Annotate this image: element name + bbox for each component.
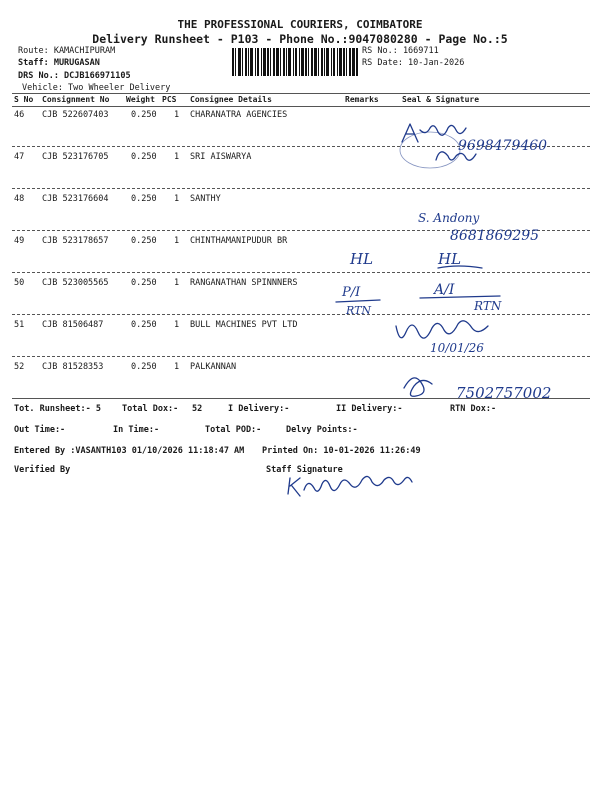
- handwritten-seal-note: HL: [438, 250, 462, 268]
- header-top-rule: [12, 93, 590, 94]
- out-time-label: Out Time:-: [14, 425, 66, 435]
- row-pcs: 1: [174, 278, 180, 288]
- underline-mark: [438, 266, 482, 268]
- table-bottom-rule: [12, 398, 590, 399]
- row-pcs: 1: [174, 320, 180, 330]
- row-consignee: SANTHY: [190, 194, 221, 204]
- row-weight: 0.250: [131, 320, 157, 330]
- delvy-points-label: Delvy Points:-: [286, 425, 358, 435]
- handwritten-phone: 8681869295: [450, 228, 540, 244]
- handwritten-date: 10/01/26: [430, 341, 484, 355]
- row-consignment: CJB 523176604: [42, 194, 109, 204]
- col-sno: S No: [14, 95, 34, 104]
- rtn-dox-label: RTN Dox:-: [450, 404, 497, 414]
- row-divider: [12, 272, 590, 273]
- row-consignment: CJB 522607403: [42, 110, 109, 120]
- row-weight: 0.250: [131, 278, 157, 288]
- vehicle-label: Vehicle: Two Wheeler Delivery: [22, 83, 171, 93]
- signature-mark: [402, 124, 466, 142]
- staff-signature-label: Staff Signature: [266, 465, 343, 475]
- tot-runsheet: Tot. Runsheet:- 5: [14, 404, 101, 414]
- row-consignment: CJB 523005565: [42, 278, 109, 288]
- row-sno: 46: [14, 110, 25, 120]
- col-consignment: Consignment No: [42, 95, 110, 104]
- total-dox-value: 52: [192, 404, 203, 414]
- handwritten-remark: HL: [350, 250, 374, 268]
- row-divider: [12, 188, 590, 189]
- row-sno: 51: [14, 320, 25, 330]
- handwritten-phone: 7502757002: [456, 384, 552, 402]
- ii-delivery-label: II Delivery:-: [336, 404, 403, 414]
- handwritten-remark: P/I: [342, 285, 361, 300]
- row-consignment: CJB 81506487: [42, 320, 104, 330]
- company-title: THE PROFESSIONAL COURIERS, COIMBATORE: [177, 18, 423, 31]
- row-consignment: CJB 523178657: [42, 236, 109, 246]
- row-divider: [12, 146, 590, 147]
- barcode-icon: [232, 48, 358, 76]
- col-remarks: Remarks: [345, 95, 379, 104]
- fraction-line: [420, 296, 500, 298]
- verified-by-label: Verified By: [14, 465, 71, 475]
- row-weight: 0.250: [131, 362, 157, 372]
- row-weight: 0.250: [131, 110, 157, 120]
- col-consignee: Consignee Details: [190, 95, 272, 104]
- col-pcs: PCS: [162, 95, 177, 104]
- row-sno: 49: [14, 236, 25, 246]
- rs-date: RS Date: 10-Jan-2026: [362, 58, 465, 68]
- row-divider: [12, 356, 590, 357]
- staff-signature-mark: [288, 476, 412, 496]
- row-sno: 50: [14, 278, 25, 288]
- row-consignee: CHINTHAMANIPUDUR BR: [190, 236, 288, 246]
- row-consignment: CJB 81528353: [42, 362, 104, 372]
- route-label: Route: KAMACHIPURAM: [18, 46, 116, 56]
- row-weight: 0.250: [131, 194, 157, 204]
- handwritten-phone: 9698479460: [458, 138, 548, 154]
- rs-number: RS No.: 1669711: [362, 46, 439, 56]
- row-weight: 0.250: [131, 152, 157, 162]
- in-time-label: In Time:-: [113, 425, 160, 435]
- col-seal: Seal & Signature: [402, 95, 480, 104]
- fraction-line: [336, 300, 380, 302]
- signature-mark: [436, 152, 476, 160]
- header-bottom-rule: [12, 106, 590, 107]
- row-pcs: 1: [174, 236, 180, 246]
- row-consignee: PALKANNAN: [190, 362, 237, 372]
- i-delivery-label: I Delivery:-: [228, 404, 290, 414]
- signature-mark: [396, 321, 488, 338]
- row-divider: [12, 230, 590, 231]
- row-sno: 47: [14, 152, 25, 162]
- col-weight: Weight: [126, 95, 155, 104]
- handwritten-seal-note: RTN: [474, 299, 502, 313]
- drs-number: DRS No.: DCJB166971105: [18, 71, 131, 81]
- printed-on: Printed On: 10-01-2026 11:26:49: [262, 446, 421, 456]
- row-consignment: CJB 523176705: [42, 152, 109, 162]
- row-sno: 48: [14, 194, 25, 204]
- handwritten-remark: RTN: [346, 304, 372, 317]
- stamp-mark: [400, 132, 460, 168]
- row-consignee: SRI AISWARYA: [190, 152, 252, 162]
- row-pcs: 1: [174, 110, 180, 120]
- handwritten-name: S. Andony: [418, 211, 480, 225]
- row-pcs: 1: [174, 194, 180, 204]
- entered-by: Entered By :VASANTH103 01/10/2026 11:18:47 AM: [14, 446, 245, 456]
- row-weight: 0.250: [131, 236, 157, 246]
- row-pcs: 1: [174, 362, 180, 372]
- total-dox-label: Total Dox:-: [122, 404, 179, 414]
- staff-label: Staff: MURUGASAN: [18, 58, 100, 68]
- signature-mark: [404, 378, 432, 396]
- row-consignee: CHARANATRA AGENCIES: [190, 110, 288, 120]
- row-pcs: 1: [174, 152, 180, 162]
- handwritten-seal-note: A/I: [434, 282, 455, 298]
- row-sno: 52: [14, 362, 25, 372]
- row-consignee: BULL MACHINES PVT LTD: [190, 320, 298, 330]
- row-divider: [12, 314, 590, 315]
- row-consignee: RANGANATHAN SPINNNERS: [190, 278, 298, 288]
- runsheet-title: Delivery Runsheet - P103 - Phone No.:9047080280 - Page No.:5: [92, 32, 508, 46]
- total-pod-label: Total POD:-: [205, 425, 262, 435]
